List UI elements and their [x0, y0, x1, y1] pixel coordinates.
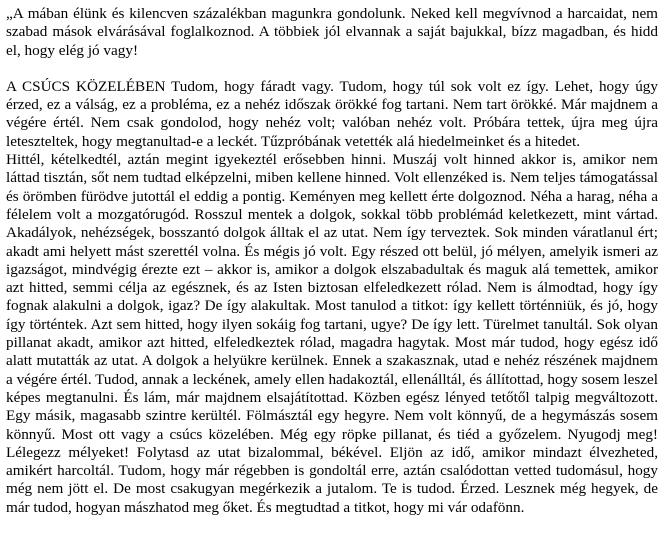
intro-quote: „A mában élünk és kilencven százalékban magunkra gondolunk. Neked kell megvívnod a harcaidat, nem szabad mások elvárásával foglalkoznod. A többiek jól elvannak a saját bajukkal, bízz magadban, és hidd el, hogy elég jó vagy!	[6, 5, 658, 59]
section-heading: A CSÚCS KÖZELÉBEN	[6, 77, 166, 95]
body-text-part2: Hittél, kételkedtél, aztán megint igyekeztél erősebben hinni. Muszáj volt hinned akkor is, amikor nem láttad tisztán, sőt nem tudtad elképzelni, miben kellene hinned. Volt ellenzéked is. Nem teljes támogatással és örömben fürödve jutottál el eddig a pontig. Keményen meg kellett érte dolgoznod. Néha a harag, néha a félelem volt a mozgatórugód. Rosszul mentek a dolgok, sokkal több problémád keletkezett, mint vártad. Akadályok, nehézségek, bosszantó dolgok álltak el az utat. Nem így terveztek. Sok minden váratlanul ért; akadt ami helyett mást szerettél volna. És mégis jó volt. Egy részed ott belül, jó mélyen, amelyik ismeri az igazságot, mindvégig érezte ezt – akkor is, amikor a dolgok elszabadultak és maguk alá temettek, amikor azt hitted, semmi célja az egésznek, és az Isten biztosan elfeledkezett rólad. Nem is álmodtad, hogy így fognak alakulni a dolgok, igaz? De így alakultak. Most tanulod a titkot: így kellett történniük, és jó, hogy így történtek. Azt sem hitted, hogy ilyen sokáig fog tartani, ugye? De így lett. Türelmet tanultál. Sok olyan pillanat akadt, amikor azt hitted, elfeledkeztek rólad, magadra hagytak. Most már tudod, hogy egész idő alatt mutatták az utat. A dolgok a helyükre kerülnek. Ennek a szakasznak, utad e nehéz részének majdnem a végére értél. Tudod, annak a leckének, amely ellen hadakoztál, ellenálltál, és állítottad, hogy sosem leszel képes megtanulni. És lám, már majdnem elsajátítottad. Közben egész lényed tetőtől talpig megváltozott. Egy másik, magasabb szintre kerültél. Fölmásztál egy hegyre. Nem volt könnyű, de a hegymászás sosem könnyű. Most ott vagy a csúcs közelében. Még egy röpke pillanat, és tiéd a győzelem. Nyugodj meg! Lélegezz mélyeket! Folytasd az utat bizalommal, békével. Eljön az idő, amikor mindazt élvezheted, amikért harcoltál. Tudom, hogy már régebben is gondoltál erre, aztán csalódottan vetted tudomásul, hogy még nem jött el. De most csakugyan megérkezik a jutalom. Te is tudod. Érzed. Lesznek még hegyek, de már tudod, hogyan mászhatod meg őket. És megtudtad a titkot, hogy mi vár odafönn.	[6, 151, 658, 516]
body-text-part1: Tudom, hogy fáradt vagy. Tudom, hogy túl sok volt ez így. Lehet, hogy úgy érzed, ez a válság, ez a probléma, ez a nehéz időszak örökké fog tartani. Nem tart örökké. Már majdnem a végére értél. Nem csak gondolod, hogy nehéz volt; valóban nehéz volt. Próbára tettek, újra meg újra leteszteltek, hogy megtanultad-e a leckét. Tűzpróbának vetették alá hiedelmeinket és a hitedet.	[6, 77, 658, 150]
main-paragraph	[6, 78, 658, 517]
